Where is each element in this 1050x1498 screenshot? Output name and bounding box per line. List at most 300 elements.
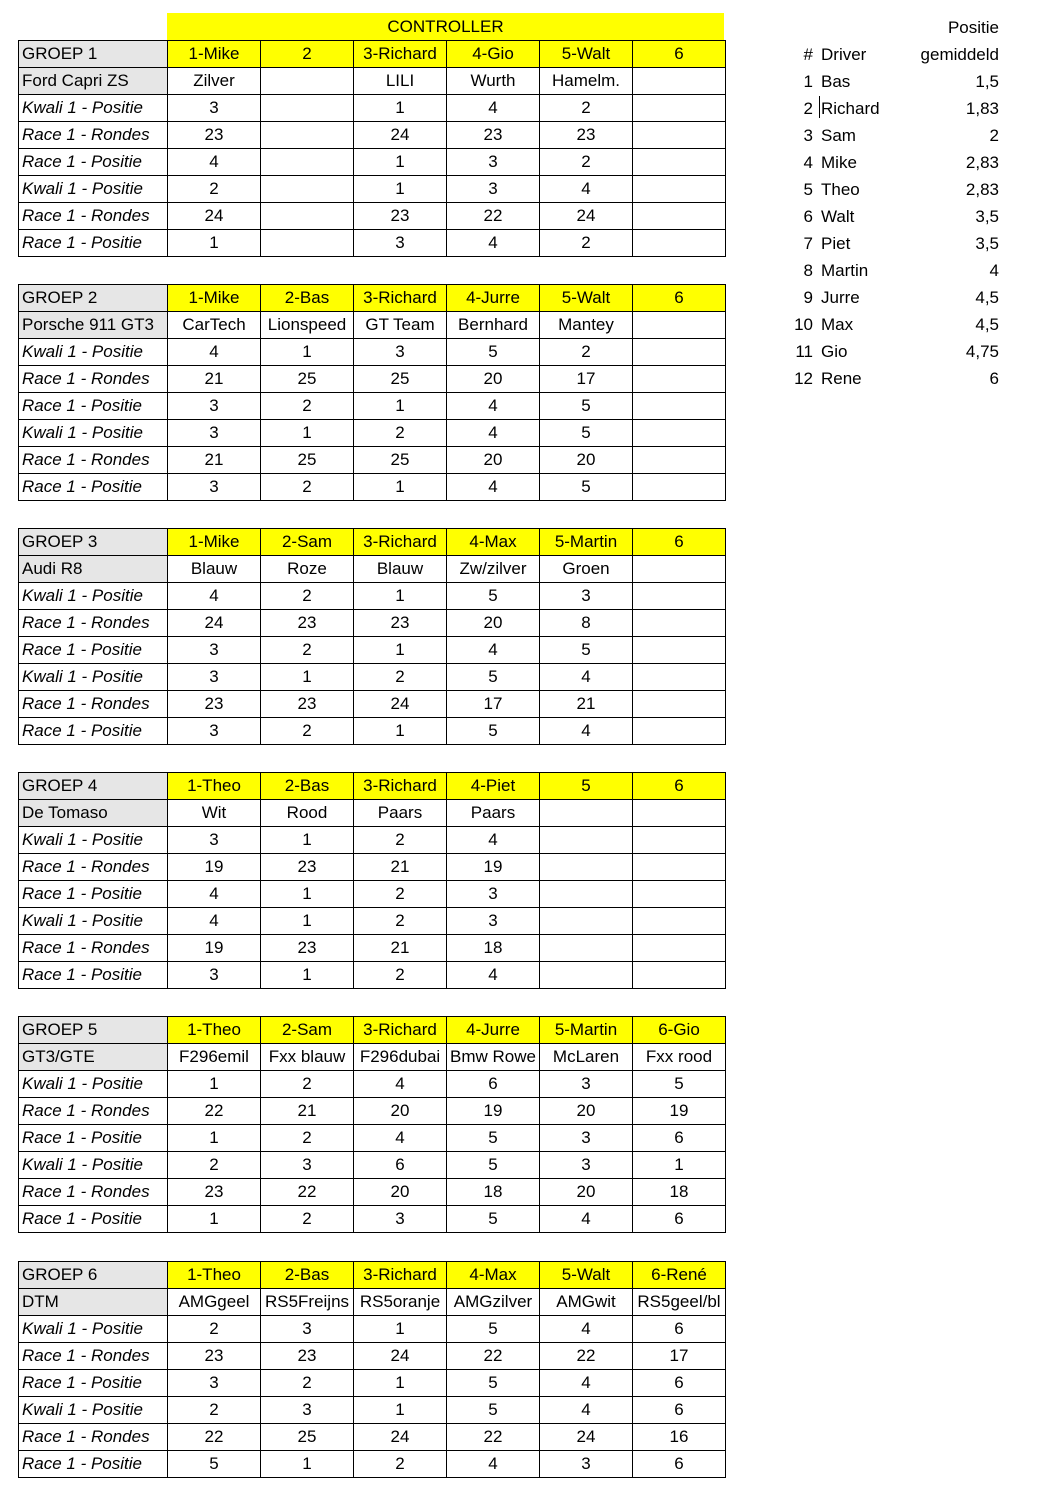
value-cell[interactable]: 3: [261, 1152, 354, 1179]
value-cell[interactable]: 1: [354, 474, 447, 501]
value-cell[interactable]: 1: [261, 664, 354, 691]
value-cell[interactable]: 1: [354, 176, 447, 203]
value-cell[interactable]: 20: [540, 1179, 633, 1206]
car-cell[interactable]: [540, 800, 633, 827]
value-cell[interactable]: [540, 854, 633, 881]
value-cell[interactable]: 1: [261, 908, 354, 935]
row-label[interactable]: Race 1 - Positie: [19, 962, 168, 989]
car-cell[interactable]: F296dubai: [354, 1044, 447, 1071]
driver-cell[interactable]: 5-Walt: [540, 1262, 633, 1289]
value-cell[interactable]: 16: [633, 1424, 726, 1451]
row-label[interactable]: Race 1 - Rondes: [19, 610, 168, 637]
value-cell[interactable]: 3: [168, 474, 261, 501]
value-cell[interactable]: 4: [447, 962, 540, 989]
value-cell[interactable]: 3: [354, 230, 447, 257]
value-cell[interactable]: 5: [447, 1370, 540, 1397]
row-label[interactable]: Race 1 - Positie: [19, 474, 168, 501]
value-cell[interactable]: 19: [168, 935, 261, 962]
value-cell[interactable]: 23: [168, 1343, 261, 1370]
car-cell[interactable]: LILI: [354, 68, 447, 95]
value-cell[interactable]: [633, 95, 726, 122]
driver-cell[interactable]: 3-Richard: [354, 285, 447, 312]
value-cell[interactable]: [633, 691, 726, 718]
value-cell[interactable]: 4: [447, 393, 540, 420]
row-label[interactable]: Race 1 - Rondes: [19, 122, 168, 149]
value-cell[interactable]: 24: [354, 1343, 447, 1370]
value-cell[interactable]: 25: [354, 447, 447, 474]
value-cell[interactable]: 5: [447, 339, 540, 366]
value-cell[interactable]: 4: [354, 1071, 447, 1098]
row-label[interactable]: Kwali 1 - Positie: [19, 1152, 168, 1179]
row-label[interactable]: Race 1 - Positie: [19, 230, 168, 257]
row-label[interactable]: Race 1 - Positie: [19, 718, 168, 745]
value-cell[interactable]: 3: [168, 664, 261, 691]
value-cell[interactable]: 5: [447, 1397, 540, 1424]
value-cell[interactable]: 4: [168, 149, 261, 176]
value-cell[interactable]: [540, 827, 633, 854]
row-label[interactable]: Kwali 1 - Positie: [19, 827, 168, 854]
driver-cell[interactable]: 1-Mike: [168, 529, 261, 556]
value-cell[interactable]: 1: [354, 1316, 447, 1343]
value-cell[interactable]: 6: [633, 1370, 726, 1397]
car-cell[interactable]: AMGzilver: [447, 1289, 540, 1316]
row-label[interactable]: Kwali 1 - Positie: [19, 583, 168, 610]
value-cell[interactable]: [633, 854, 726, 881]
value-cell[interactable]: 1: [261, 827, 354, 854]
value-cell[interactable]: 2: [540, 339, 633, 366]
value-cell[interactable]: 23: [168, 691, 261, 718]
row-label[interactable]: Race 1 - Rondes: [19, 1424, 168, 1451]
row-label[interactable]: Kwali 1 - Positie: [19, 664, 168, 691]
value-cell[interactable]: [633, 339, 726, 366]
value-cell[interactable]: 2: [261, 1370, 354, 1397]
value-cell[interactable]: 5: [168, 1451, 261, 1478]
value-cell[interactable]: 25: [354, 366, 447, 393]
value-cell[interactable]: 20: [354, 1179, 447, 1206]
value-cell[interactable]: 22: [447, 1343, 540, 1370]
value-cell[interactable]: [540, 908, 633, 935]
value-cell[interactable]: 3: [168, 718, 261, 745]
value-cell[interactable]: 2: [168, 176, 261, 203]
value-cell[interactable]: 3: [354, 1206, 447, 1233]
value-cell[interactable]: 25: [261, 447, 354, 474]
value-cell[interactable]: 24: [354, 122, 447, 149]
car-cell[interactable]: Fxx rood: [633, 1044, 726, 1071]
value-cell[interactable]: [633, 718, 726, 745]
value-cell[interactable]: 21: [168, 447, 261, 474]
value-cell[interactable]: 23: [261, 854, 354, 881]
value-cell[interactable]: 24: [540, 1424, 633, 1451]
value-cell[interactable]: 22: [447, 1424, 540, 1451]
value-cell[interactable]: 1: [354, 718, 447, 745]
value-cell[interactable]: 20: [447, 447, 540, 474]
driver-cell[interactable]: 3-Richard: [354, 1017, 447, 1044]
value-cell[interactable]: 22: [261, 1179, 354, 1206]
value-cell[interactable]: 4: [540, 176, 633, 203]
value-cell[interactable]: 23: [354, 203, 447, 230]
group-title[interactable]: GROEP 5: [19, 1017, 168, 1044]
value-cell[interactable]: 3: [261, 1397, 354, 1424]
value-cell[interactable]: 2: [354, 664, 447, 691]
value-cell[interactable]: 1: [168, 1206, 261, 1233]
value-cell[interactable]: 2: [261, 1125, 354, 1152]
value-cell[interactable]: 4: [540, 718, 633, 745]
row-label[interactable]: Race 1 - Positie: [19, 1125, 168, 1152]
value-cell[interactable]: 1: [168, 1125, 261, 1152]
value-cell[interactable]: [633, 664, 726, 691]
value-cell[interactable]: [633, 393, 726, 420]
car-cell[interactable]: Blauw: [168, 556, 261, 583]
driver-cell[interactable]: 6: [633, 773, 726, 800]
car-cell[interactable]: Fxx blauw: [261, 1044, 354, 1071]
value-cell[interactable]: 5: [447, 1125, 540, 1152]
value-cell[interactable]: [540, 962, 633, 989]
car-cell[interactable]: McLaren: [540, 1044, 633, 1071]
driver-cell[interactable]: 5-Martin: [540, 529, 633, 556]
car-model[interactable]: Porsche 911 GT3: [19, 312, 168, 339]
value-cell[interactable]: 3: [447, 149, 540, 176]
value-cell[interactable]: 23: [261, 610, 354, 637]
value-cell[interactable]: 4: [168, 908, 261, 935]
car-cell[interactable]: Zw/zilver: [447, 556, 540, 583]
row-label[interactable]: Kwali 1 - Positie: [19, 908, 168, 935]
value-cell[interactable]: [633, 230, 726, 257]
car-cell[interactable]: AMGwit: [540, 1289, 633, 1316]
value-cell[interactable]: 18: [633, 1179, 726, 1206]
value-cell[interactable]: [261, 122, 354, 149]
value-cell[interactable]: 3: [447, 176, 540, 203]
value-cell[interactable]: 4: [168, 583, 261, 610]
driver-cell[interactable]: 2-Bas: [261, 1262, 354, 1289]
driver-cell[interactable]: 5-Martin: [540, 1017, 633, 1044]
driver-cell[interactable]: 3-Richard: [354, 773, 447, 800]
value-cell[interactable]: 3: [261, 1316, 354, 1343]
car-model[interactable]: Ford Capri ZS: [19, 68, 168, 95]
car-cell[interactable]: Rood: [261, 800, 354, 827]
row-label[interactable]: Race 1 - Positie: [19, 1451, 168, 1478]
value-cell[interactable]: 1: [354, 149, 447, 176]
row-label[interactable]: Kwali 1 - Positie: [19, 339, 168, 366]
value-cell[interactable]: 24: [540, 203, 633, 230]
value-cell[interactable]: 19: [447, 854, 540, 881]
value-cell[interactable]: 21: [168, 366, 261, 393]
row-label[interactable]: Kwali 1 - Positie: [19, 1071, 168, 1098]
value-cell[interactable]: 23: [261, 691, 354, 718]
driver-cell[interactable]: 5-Walt: [540, 285, 633, 312]
value-cell[interactable]: 5: [447, 1206, 540, 1233]
row-label[interactable]: Race 1 - Rondes: [19, 1098, 168, 1125]
driver-cell[interactable]: 2-Sam: [261, 1017, 354, 1044]
value-cell[interactable]: 25: [261, 1424, 354, 1451]
row-label[interactable]: Race 1 - Rondes: [19, 447, 168, 474]
value-cell[interactable]: [261, 230, 354, 257]
driver-cell[interactable]: 1-Theo: [168, 773, 261, 800]
driver-cell[interactable]: 1-Theo: [168, 1017, 261, 1044]
value-cell[interactable]: 2: [261, 718, 354, 745]
driver-cell[interactable]: 5: [540, 773, 633, 800]
row-label[interactable]: Kwali 1 - Positie: [19, 420, 168, 447]
driver-cell[interactable]: 2-Sam: [261, 529, 354, 556]
driver-cell[interactable]: 6: [633, 529, 726, 556]
row-label[interactable]: Kwali 1 - Positie: [19, 1316, 168, 1343]
value-cell[interactable]: 4: [168, 881, 261, 908]
value-cell[interactable]: 3: [540, 1125, 633, 1152]
value-cell[interactable]: 5: [447, 1316, 540, 1343]
value-cell[interactable]: 22: [447, 203, 540, 230]
value-cell[interactable]: 24: [168, 610, 261, 637]
value-cell[interactable]: 3: [540, 583, 633, 610]
value-cell[interactable]: 6: [447, 1071, 540, 1098]
value-cell[interactable]: 1: [261, 339, 354, 366]
row-label[interactable]: Race 1 - Positie: [19, 1370, 168, 1397]
value-cell[interactable]: 21: [354, 935, 447, 962]
value-cell[interactable]: 23: [447, 122, 540, 149]
value-cell[interactable]: 1: [354, 393, 447, 420]
value-cell[interactable]: 2: [540, 149, 633, 176]
value-cell[interactable]: 4: [168, 339, 261, 366]
value-cell[interactable]: 1: [354, 1370, 447, 1397]
row-label[interactable]: Kwali 1 - Positie: [19, 95, 168, 122]
value-cell[interactable]: [633, 203, 726, 230]
car-cell[interactable]: [633, 312, 726, 339]
car-cell[interactable]: GT Team: [354, 312, 447, 339]
value-cell[interactable]: 3: [168, 962, 261, 989]
value-cell[interactable]: [633, 583, 726, 610]
value-cell[interactable]: 4: [540, 1316, 633, 1343]
value-cell[interactable]: 3: [168, 827, 261, 854]
value-cell[interactable]: 3: [168, 393, 261, 420]
value-cell[interactable]: [633, 881, 726, 908]
row-label[interactable]: Race 1 - Rondes: [19, 854, 168, 881]
value-cell[interactable]: 2: [354, 908, 447, 935]
car-cell[interactable]: Roze: [261, 556, 354, 583]
value-cell[interactable]: [261, 95, 354, 122]
group-title[interactable]: GROEP 4: [19, 773, 168, 800]
value-cell[interactable]: 2: [540, 230, 633, 257]
car-cell[interactable]: Lionspeed: [261, 312, 354, 339]
car-cell[interactable]: F296emil: [168, 1044, 261, 1071]
group-title[interactable]: GROEP 2: [19, 285, 168, 312]
value-cell[interactable]: 4: [447, 420, 540, 447]
value-cell[interactable]: 2: [261, 637, 354, 664]
driver-cell[interactable]: 2: [261, 41, 354, 68]
value-cell[interactable]: 1: [261, 962, 354, 989]
value-cell[interactable]: 19: [633, 1098, 726, 1125]
value-cell[interactable]: 5: [540, 393, 633, 420]
value-cell[interactable]: 2: [354, 962, 447, 989]
car-cell[interactable]: Blauw: [354, 556, 447, 583]
driver-cell[interactable]: 6: [633, 285, 726, 312]
car-cell[interactable]: [633, 556, 726, 583]
value-cell[interactable]: 2: [261, 1206, 354, 1233]
driver-cell[interactable]: 4-Gio: [447, 41, 540, 68]
value-cell[interactable]: 1: [261, 420, 354, 447]
value-cell[interactable]: 24: [354, 1424, 447, 1451]
value-cell[interactable]: 5: [540, 420, 633, 447]
value-cell[interactable]: [633, 366, 726, 393]
value-cell[interactable]: 5: [447, 583, 540, 610]
value-cell[interactable]: 23: [261, 1343, 354, 1370]
value-cell[interactable]: [633, 908, 726, 935]
driver-cell[interactable]: 1-Mike: [168, 41, 261, 68]
value-cell[interactable]: 22: [168, 1424, 261, 1451]
value-cell[interactable]: 23: [540, 122, 633, 149]
value-cell[interactable]: 3: [540, 1152, 633, 1179]
value-cell[interactable]: 2: [261, 583, 354, 610]
value-cell[interactable]: 24: [354, 691, 447, 718]
driver-cell[interactable]: 1-Theo: [168, 1262, 261, 1289]
value-cell[interactable]: 4: [540, 664, 633, 691]
car-cell[interactable]: Hamelm.: [540, 68, 633, 95]
car-cell[interactable]: RS5Freijns: [261, 1289, 354, 1316]
value-cell[interactable]: [633, 962, 726, 989]
value-cell[interactable]: 1: [261, 1451, 354, 1478]
value-cell[interactable]: 18: [447, 935, 540, 962]
value-cell[interactable]: [540, 935, 633, 962]
row-label[interactable]: Kwali 1 - Positie: [19, 1397, 168, 1424]
driver-cell[interactable]: 5-Walt: [540, 41, 633, 68]
value-cell[interactable]: 20: [447, 366, 540, 393]
driver-cell[interactable]: 3-Richard: [354, 1262, 447, 1289]
value-cell[interactable]: 1: [354, 637, 447, 664]
value-cell[interactable]: 21: [354, 854, 447, 881]
value-cell[interactable]: [633, 447, 726, 474]
value-cell[interactable]: 18: [447, 1179, 540, 1206]
group-title[interactable]: GROEP 3: [19, 529, 168, 556]
value-cell[interactable]: [633, 610, 726, 637]
value-cell[interactable]: 4: [447, 230, 540, 257]
value-cell[interactable]: 23: [168, 122, 261, 149]
driver-cell[interactable]: 6-Gio: [633, 1017, 726, 1044]
value-cell[interactable]: [261, 176, 354, 203]
value-cell[interactable]: 1: [168, 230, 261, 257]
driver-cell[interactable]: 4-Max: [447, 529, 540, 556]
row-label[interactable]: Race 1 - Rondes: [19, 1343, 168, 1370]
value-cell[interactable]: 2: [540, 95, 633, 122]
value-cell[interactable]: 6: [633, 1206, 726, 1233]
car-model[interactable]: DTM: [19, 1289, 168, 1316]
value-cell[interactable]: 17: [447, 691, 540, 718]
car-cell[interactable]: Paars: [447, 800, 540, 827]
value-cell[interactable]: 6: [633, 1125, 726, 1152]
value-cell[interactable]: 20: [354, 1098, 447, 1125]
value-cell[interactable]: 20: [447, 610, 540, 637]
value-cell[interactable]: 20: [540, 1098, 633, 1125]
driver-cell[interactable]: 2-Bas: [261, 773, 354, 800]
value-cell[interactable]: 4: [540, 1370, 633, 1397]
car-cell[interactable]: Zilver: [168, 68, 261, 95]
car-cell[interactable]: [633, 800, 726, 827]
car-cell[interactable]: Mantey: [540, 312, 633, 339]
value-cell[interactable]: 4: [447, 474, 540, 501]
value-cell[interactable]: 3: [540, 1451, 633, 1478]
value-cell[interactable]: 23: [354, 610, 447, 637]
car-cell[interactable]: RS5oranje: [354, 1289, 447, 1316]
value-cell[interactable]: 4: [354, 1125, 447, 1152]
value-cell[interactable]: [633, 149, 726, 176]
driver-cell[interactable]: 4-Jurre: [447, 285, 540, 312]
value-cell[interactable]: 1: [633, 1152, 726, 1179]
car-model[interactable]: Audi R8: [19, 556, 168, 583]
value-cell[interactable]: 19: [447, 1098, 540, 1125]
value-cell[interactable]: 5: [633, 1071, 726, 1098]
value-cell[interactable]: 3: [447, 908, 540, 935]
value-cell[interactable]: 17: [540, 366, 633, 393]
value-cell[interactable]: 2: [354, 1451, 447, 1478]
car-cell[interactable]: [261, 68, 354, 95]
value-cell[interactable]: [633, 122, 726, 149]
value-cell[interactable]: 3: [168, 95, 261, 122]
value-cell[interactable]: 17: [633, 1343, 726, 1370]
value-cell[interactable]: 1: [168, 1071, 261, 1098]
value-cell[interactable]: 21: [540, 691, 633, 718]
driver-cell[interactable]: 2-Bas: [261, 285, 354, 312]
value-cell[interactable]: [633, 827, 726, 854]
value-cell[interactable]: 3: [540, 1071, 633, 1098]
value-cell[interactable]: 3: [168, 1370, 261, 1397]
value-cell[interactable]: 4: [447, 95, 540, 122]
value-cell[interactable]: 4: [540, 1206, 633, 1233]
car-cell[interactable]: [633, 68, 726, 95]
row-label[interactable]: Race 1 - Rondes: [19, 691, 168, 718]
group-title[interactable]: GROEP 6: [19, 1262, 168, 1289]
value-cell[interactable]: 19: [168, 854, 261, 881]
car-cell[interactable]: Bmw Rowe: [447, 1044, 540, 1071]
car-cell[interactable]: RS5geel/bl: [633, 1289, 726, 1316]
car-cell[interactable]: Wit: [168, 800, 261, 827]
value-cell[interactable]: 6: [354, 1152, 447, 1179]
car-cell[interactable]: CarTech: [168, 312, 261, 339]
row-label[interactable]: Race 1 - Positie: [19, 881, 168, 908]
driver-cell[interactable]: 6: [633, 41, 726, 68]
value-cell[interactable]: [261, 149, 354, 176]
value-cell[interactable]: 3: [168, 637, 261, 664]
value-cell[interactable]: 2: [261, 1071, 354, 1098]
value-cell[interactable]: [633, 176, 726, 203]
value-cell[interactable]: [633, 420, 726, 447]
value-cell[interactable]: 21: [261, 1098, 354, 1125]
value-cell[interactable]: [633, 474, 726, 501]
row-label[interactable]: Race 1 - Positie: [19, 637, 168, 664]
car-cell[interactable]: Bernhard: [447, 312, 540, 339]
value-cell[interactable]: 22: [540, 1343, 633, 1370]
value-cell[interactable]: 1: [354, 583, 447, 610]
value-cell[interactable]: [261, 203, 354, 230]
car-model[interactable]: De Tomaso: [19, 800, 168, 827]
value-cell[interactable]: 6: [633, 1397, 726, 1424]
value-cell[interactable]: 4: [447, 637, 540, 664]
driver-cell[interactable]: 3-Richard: [354, 41, 447, 68]
driver-cell[interactable]: 3-Richard: [354, 529, 447, 556]
value-cell[interactable]: 2: [168, 1316, 261, 1343]
group-title[interactable]: GROEP 1: [19, 41, 168, 68]
row-label[interactable]: Race 1 - Positie: [19, 393, 168, 420]
value-cell[interactable]: 1: [261, 881, 354, 908]
value-cell[interactable]: 24: [168, 203, 261, 230]
value-cell[interactable]: 23: [261, 935, 354, 962]
row-label[interactable]: Kwali 1 - Positie: [19, 176, 168, 203]
value-cell[interactable]: 1: [354, 95, 447, 122]
driver-cell[interactable]: 4-Max: [447, 1262, 540, 1289]
value-cell[interactable]: 2: [168, 1152, 261, 1179]
car-model[interactable]: GT3/GTE: [19, 1044, 168, 1071]
value-cell[interactable]: 5: [540, 637, 633, 664]
value-cell[interactable]: 2: [354, 420, 447, 447]
row-label[interactable]: Race 1 - Rondes: [19, 366, 168, 393]
value-cell[interactable]: 22: [168, 1098, 261, 1125]
value-cell[interactable]: [633, 935, 726, 962]
value-cell[interactable]: 3: [447, 881, 540, 908]
